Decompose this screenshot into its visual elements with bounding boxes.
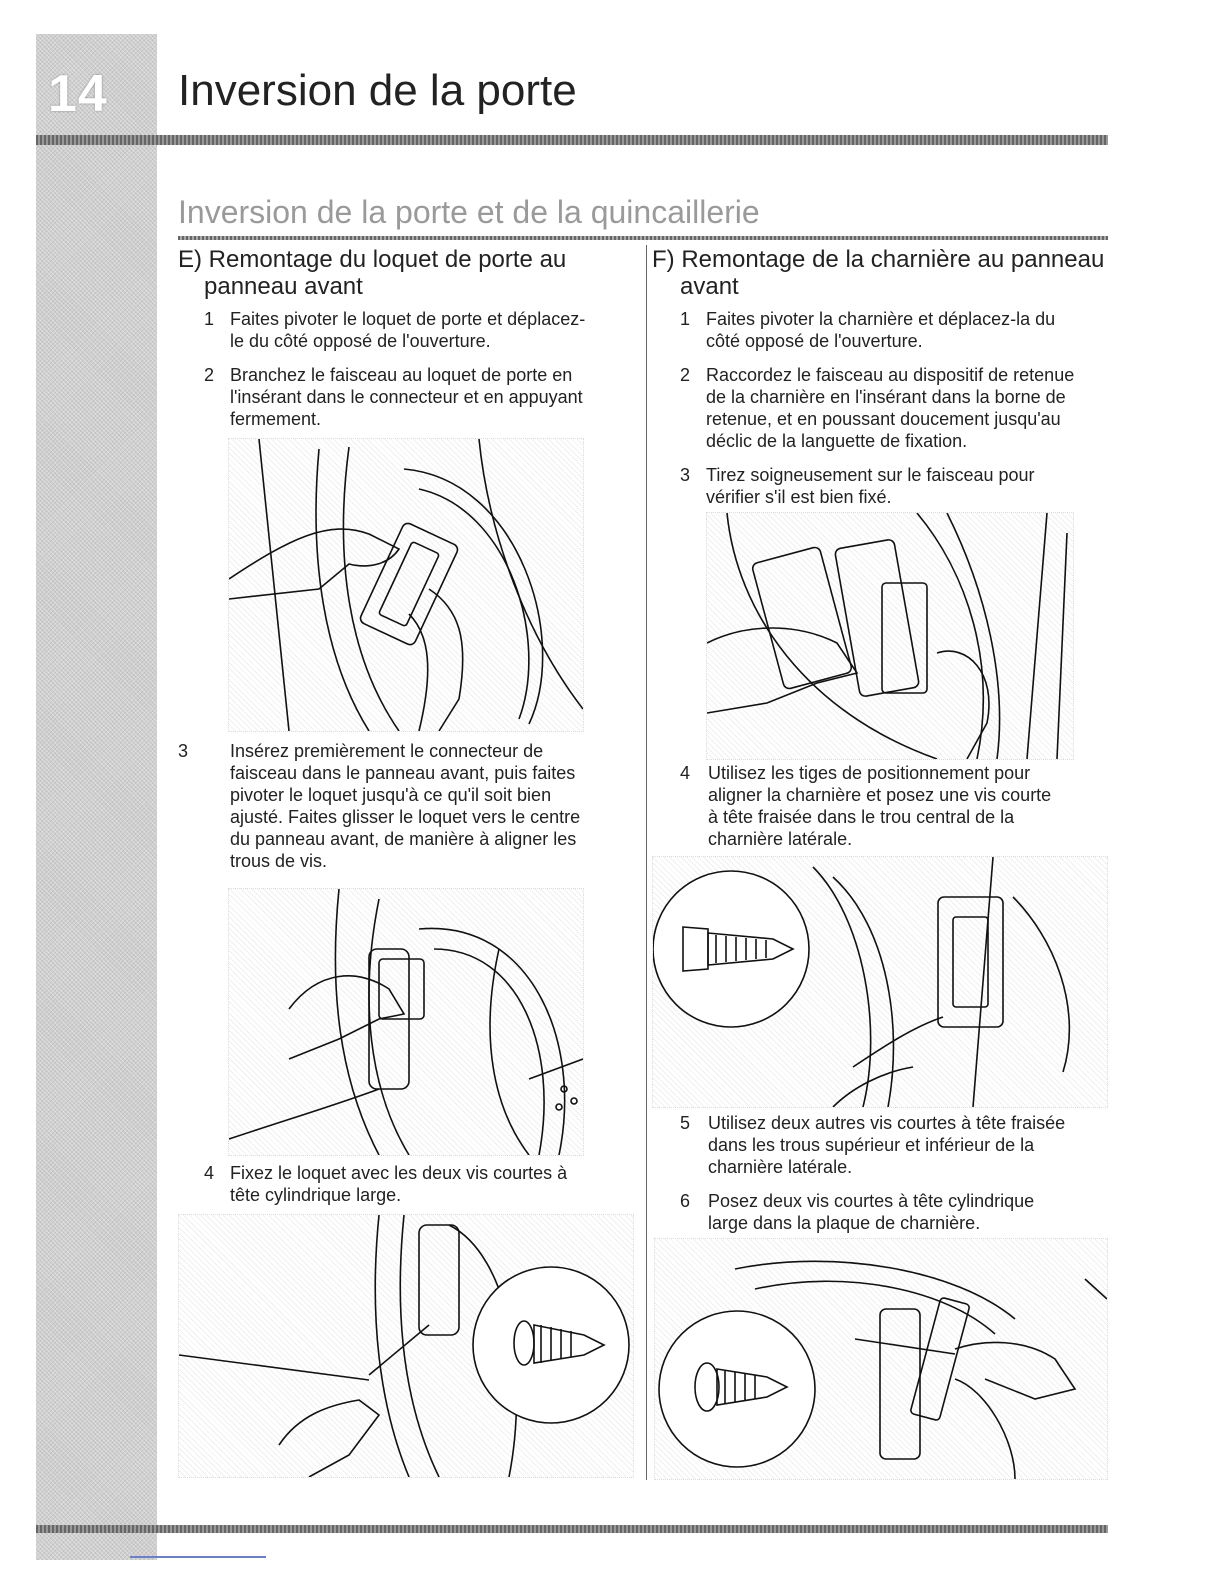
step-text-line: Faites pivoter le loquet de porte et déplacez-: [230, 309, 586, 329]
section-title: Inversion de la porte et de la quincaillerie: [178, 194, 760, 230]
step-text-line: retenue, et en poussant doucement jusqu'au: [706, 409, 1061, 429]
step-text-line: pivoter le loquet jusqu'à ce qu'il soit bien: [230, 785, 552, 805]
right-step-6: [680, 1190, 1110, 1234]
step-number: 1: [204, 309, 215, 329]
page-sidebar-band: [36, 34, 157, 1560]
right-heading: [652, 246, 1104, 300]
latch-harness-illustration: [229, 439, 583, 731]
page-number: 14: [48, 65, 108, 123]
left-heading: [178, 246, 566, 300]
step-number: 3: [178, 741, 189, 761]
right-heading-letter: F): [652, 246, 675, 273]
page-title: Inversion de la porte: [178, 66, 577, 115]
step-text-line: Insérez premièrement le connecteur de: [230, 741, 544, 761]
step-text-line: tête cylindrique large.: [230, 1185, 402, 1205]
step-text-line: l'insérant dans le connecteur et en appuyant: [230, 387, 583, 407]
step-text-line: dans les trous supérieur et inférieur de la: [708, 1135, 1035, 1155]
step-text-line: fermement.: [230, 409, 322, 429]
step-number: 2: [680, 365, 691, 385]
step-text-line: Branchez le faisceau au loquet de porte en: [230, 365, 573, 385]
step-text-line: du panneau avant, de manière à aligner les: [230, 829, 577, 849]
figure-hinge-center-screw: [652, 856, 1108, 1108]
left-step-1: [204, 308, 624, 352]
step-text-line: large dans la plaque de charnière.: [708, 1213, 981, 1233]
step-number: 6: [680, 1191, 691, 1211]
step-text-line: Utilisez deux autres vis courtes à tête fraisée: [708, 1113, 1066, 1133]
left-heading-line2: panneau avant: [204, 273, 363, 300]
step-text-line: de la charnière en l'insérant dans la borne de: [706, 387, 1066, 407]
step-text-line: charnière latérale.: [708, 829, 853, 849]
step-number: 3: [680, 465, 691, 485]
bottom-rule: [36, 1525, 1108, 1533]
figure-latch-alignment: [228, 888, 584, 1156]
figure-latch-harness: [228, 438, 584, 732]
step-text-line: charnière latérale.: [708, 1157, 853, 1177]
step-text-line: Posez deux vis courtes à tête cylindrique: [708, 1191, 1035, 1211]
latch-alignment-illustration: [229, 889, 583, 1155]
top-rule: [36, 135, 1108, 145]
step-text-line: le du côté opposé de l'ouverture.: [230, 331, 491, 351]
step-number: 5: [680, 1113, 691, 1133]
right-step-5: [680, 1112, 1110, 1178]
hinge-center-screw-illustration: [653, 857, 1107, 1107]
step-text-line: Faites pivoter la charnière et déplacez-la du: [706, 309, 1056, 329]
step-text-line: faisceau dans le panneau avant, puis faites: [230, 763, 576, 783]
step-text-line: Utilisez les tiges de positionnement pour: [708, 763, 1031, 783]
step-text-line: à tête fraisée dans le trou central de la: [708, 807, 1015, 827]
step-number: 2: [204, 365, 215, 385]
step-text-line: déclic de la languette de fixation.: [706, 431, 968, 451]
footer-link-underline: [130, 1556, 266, 1558]
step-text-line: côté opposé de l'ouverture.: [706, 331, 923, 351]
right-step-2: [680, 364, 1100, 452]
step-text-line: vérifier s'il est bien fixé.: [706, 487, 892, 507]
hinge-harness-illustration: [707, 513, 1073, 759]
figure-latch-screws: [178, 1214, 634, 1478]
figure-hinge-plate-screws: [654, 1238, 1108, 1480]
step-number: 4: [204, 1163, 215, 1183]
step-text-line: Raccordez le faisceau au dispositif de retenue: [706, 365, 1075, 385]
step-text-line: ajusté. Faites glisser le loquet vers le centre: [230, 807, 581, 827]
step-text-line: Fixez le loquet avec les deux vis courtes à: [230, 1163, 568, 1183]
hinge-plate-screws-illustration: [655, 1239, 1107, 1479]
step-text-line: trous de vis.: [230, 851, 328, 871]
right-step-3: [680, 464, 1100, 508]
right-step-1: [680, 308, 1100, 352]
section-rule: [178, 236, 1108, 240]
left-heading-letter: E): [178, 246, 202, 273]
step-number: 1: [680, 309, 691, 329]
step-text-line: aligner la charnière et posez une vis courte: [708, 785, 1052, 805]
left-step-2: [204, 364, 624, 430]
left-step-4: [204, 1162, 624, 1206]
column-divider: [646, 245, 647, 1480]
latch-screws-illustration: [179, 1215, 633, 1477]
right-heading-line2: avant: [680, 273, 739, 300]
left-heading-line1: Remontage du loquet de porte au: [208, 246, 567, 273]
right-heading-line1: Remontage de la charnière au panneau: [681, 246, 1105, 273]
figure-hinge-harness: [706, 512, 1074, 760]
left-step-3: [178, 740, 628, 872]
step-number: 4: [680, 763, 691, 783]
step-text-line: Tirez soigneusement sur le faisceau pour: [706, 465, 1035, 485]
right-step-4: [680, 762, 1110, 850]
